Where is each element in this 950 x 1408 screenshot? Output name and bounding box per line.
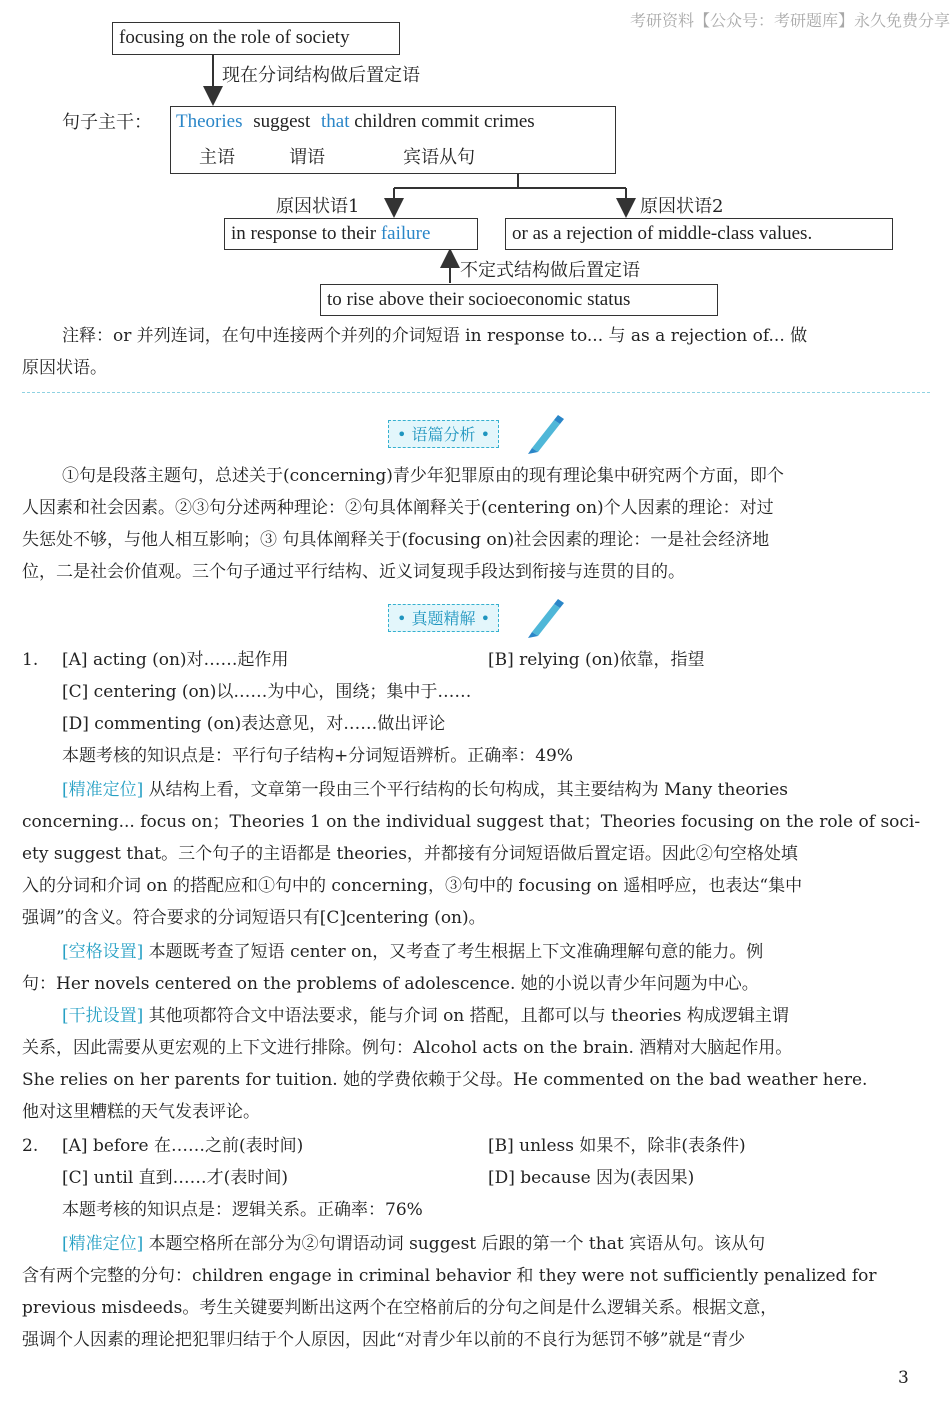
q1-option-b: [B] relying (on)依靠，指望 [488,650,705,670]
q1-distractor-line-1: 其他项都符合文中语法要求，能与介词 on 搭配，且都可以与 theories 构成逻辑主谓 [148,1006,789,1026]
that-word: that [320,111,350,132]
q1-precise-line-2: concerning... focus on；Theories 1 on the individual suggest that；Theories focusing on the role of soci- [22,812,921,832]
verb-label: 谓语 [289,147,325,168]
q1-blank-line-1: 本题既考查了短语 center on，又考查了考生根据上下文准确理解句意的能力。例 [148,942,764,962]
failure-word: failure [380,223,431,244]
q1-option-a: [A] acting (on)对……起作用 [62,650,289,670]
analysis-line-1: ①句是段落主题句，总述关于(concerning)青少年犯罪原由的现有理论集中研究两个方面，即个 [62,466,784,486]
note-line-1: 注释：or 并列连词，在句中连接两个并列的介词短语 in response to... 与 as a rejection of... 做 [62,326,808,346]
note-line-2: 原因状语。 [22,358,107,378]
reason1-label: 原因状语1 [276,196,360,217]
q1-blank-line-2: 句：Her novels centered on the problems of adolescence. 她的小说以青少年问题为中心。 [22,974,759,994]
q1-distractor-line-2: 关系，因此需要从更宏观的上下文进行排除。例句：Alcohol acts on the brain. 酒精对大脑起作用。 [22,1038,793,1058]
q1-distractor-line-3: She relies on her parents for tuition. 她的学费依赖于父母。He commented on the bad weather here. [22,1070,868,1090]
q1-precise-line-1: 从结构上看，文章第一段由三个平行结构的长句构成，其主要结构为 Many theories [148,780,788,800]
q2-option-a: [A] before 在……之前(表时间) [62,1136,304,1156]
watermark-header: 考研资料【公众号：考研题库】永久免费分享 [629,11,950,30]
q2-precise-line-2: 含有两个完整的分句：children engage in criminal behavior 和 they were not sufficiently penalized for [22,1266,877,1286]
analysis-line-3: 失惩处不够，与他人相互影响；③ 句具体阐释关于(focusing on)社会因素的理论：一是社会经济地 [22,530,770,550]
analysis-line-4: 位，二是社会价值观。三个句子通过平行结构、近义词复现手段达到衔接与连贯的目的。 [22,562,685,582]
main-clause-box [170,106,616,174]
q1-blank-tag: [空格设置] [62,942,144,962]
section-divider [22,392,930,393]
participle-note: 现在分词结构做后置定语 [222,65,420,86]
subject-word: Theories [176,111,243,132]
q2-precise-line-4: 强调个人因素的理论把犯罪归结于个人原因，因此“对青少年以前的不良行为惩罚不够”就是“青少 [22,1330,746,1350]
subject-label: 主语 [199,147,235,168]
pen-icon [526,596,566,640]
focusing-phrase-box: focusing on the role of society [112,22,400,55]
q1-precise-line-5: 强调”的含义。符合要求的分词短语只有[C]centering (on)。 [22,908,486,928]
reason1-text: in response to their [231,223,381,244]
q1-distractor-line-4: 他对这里糟糕的天气发表评论。 [22,1102,260,1122]
exam-explanation-badge: • 真题精解 • [388,604,499,632]
q2-knowledge-point: 本题考核的知识点是：逻辑关系。正确率：76% [62,1200,423,1220]
q1-precise-line-3: ety suggest that。三个句子的主语都是 theories，并都接有分词短语做后置定语。因此②句空格处填 [22,844,798,864]
q1-option-c: [C] centering (on)以……为中心，围绕；集中于…… [62,682,472,702]
q1-number: 1. [22,650,39,670]
infinitive-note: 不定式结构做后置定语 [460,260,640,281]
reason2-label: 原因状语2 [640,196,724,217]
object-label: 宾语从句 [403,147,475,168]
pen-icon [526,412,566,456]
q2-precise-line-3: previous misdeeds。考生关键要判断出这两个在空格前后的分句之间是什么逻辑关系。根据文意， [22,1298,778,1318]
q1-precise-line-4: 入的分词和介词 on 的搭配应和①句中的 concerning，③句中的 focusing on 遥相呼应，也表达“集中 [22,876,803,896]
infinitive-box: to rise above their socioeconomic status [320,284,718,316]
q2-precise-line-1: 本题空格所在部分为②句谓语动词 suggest 后跟的第一个 that 宾语从句。该从句 [148,1234,766,1254]
q2-option-c: [C] until 直到……才(表时间) [62,1168,288,1188]
discourse-analysis-badge: • 语篇分析 • [388,420,499,448]
analysis-line-2: 人因素和社会因素。②③句分述两种理论：②句具体阐释关于(centering on)个人因素的理论：对过 [22,498,774,518]
q2-number: 2. [22,1136,39,1156]
object-clause: children commit crimes [354,111,535,132]
q2-option-b: [B] unless 如果不，除非(表条件) [488,1136,746,1156]
page-number: 3 [898,1368,909,1388]
verb-word: suggest [253,111,311,132]
reason1-box [224,218,478,250]
q1-precise-tag: [精准定位] [62,780,144,800]
q1-knowledge-point: 本题考核的知识点是：平行句子结构+分词短语辨析。正确率：49% [62,746,574,766]
q2-option-d: [D] because 因为(表因果) [488,1168,695,1188]
q2-precise-tag: [精准定位] [62,1234,144,1254]
main-clause-label: 句子主干： [62,112,152,133]
q1-distractor-tag: [干扰设置] [62,1006,144,1026]
q1-option-d: [D] commenting (on)表达意见，对……做出评论 [62,714,446,734]
reason2-box: or as a rejection of middle-class values. [505,218,893,250]
